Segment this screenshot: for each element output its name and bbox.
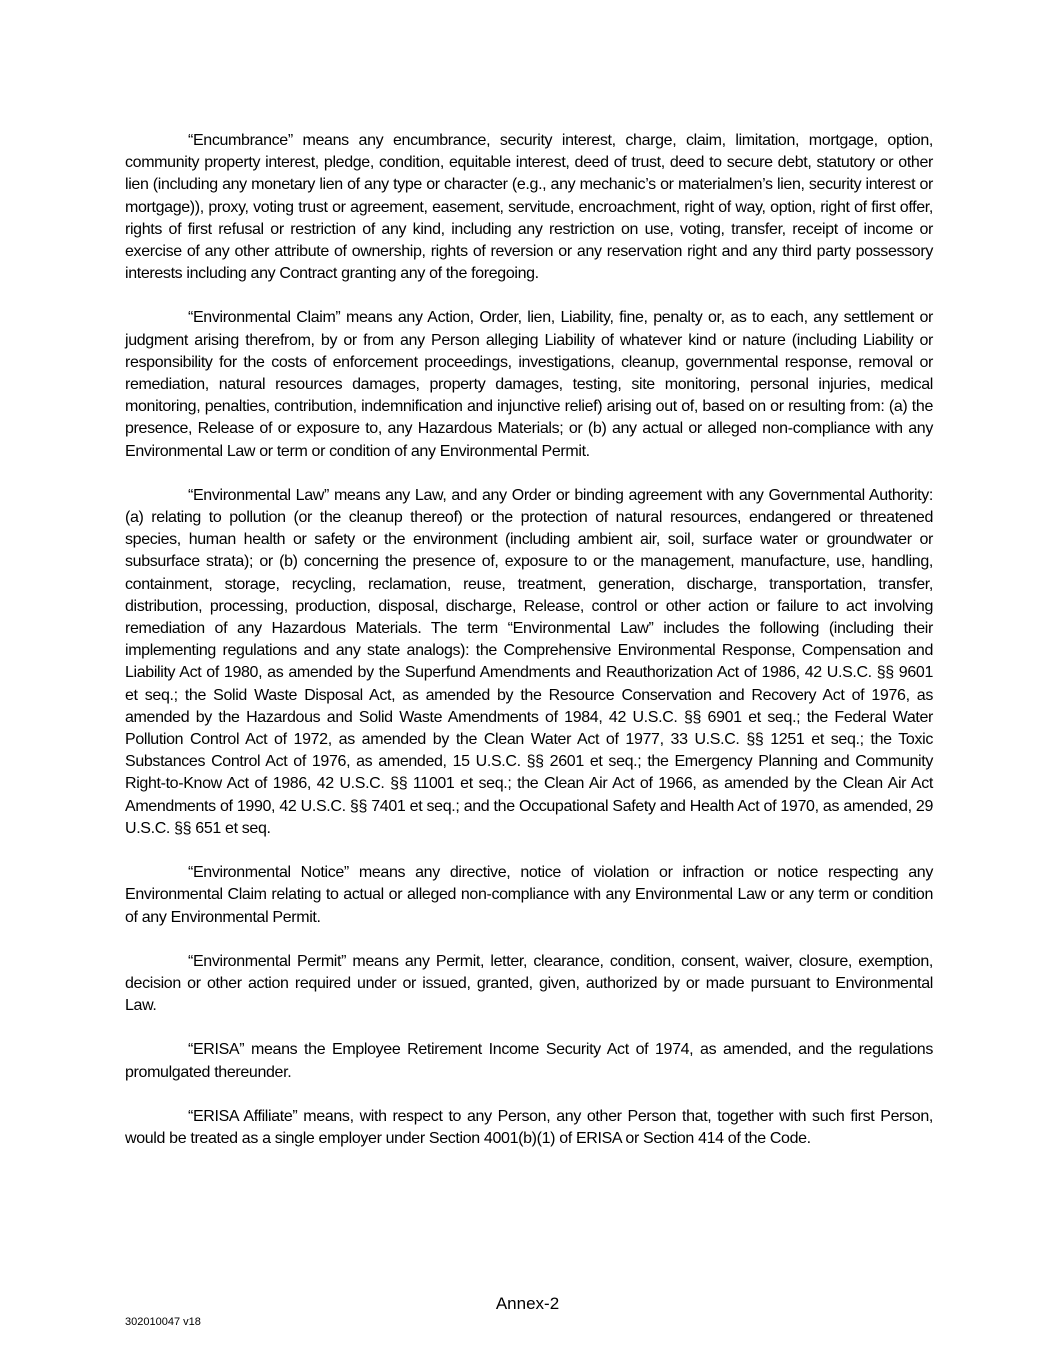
definition-environmental-notice	[125, 862, 933, 929]
defined-term: “Environmental Permit”	[188, 952, 347, 970]
definition-environmental-claim	[125, 307, 933, 462]
definition-text: means any encumbrance, security interest, charge, claim, limitation, mortgage, option, community property interest, pledge, condition, equitable interest, deed of trust, deed to secure debt, statutory or other lien (including any monetary lien of any type or character (e.g., any mechanic’s or materialmen’s lien, security interest or mortgage)), proxy, voting trust or agreement, easement, servitude, encroachment, right of way, option, right of first offer, rights of first refusal or restriction of any kind, including any restriction on use, voting, transfer, receipt of income or exercise of any other attribute of ownership, rights of reversion or any reservation right and any third party possessory interests including any Contract granting any of the foregoing.	[125, 132, 933, 283]
definition-environmental-permit	[125, 951, 933, 1018]
definition-erisa-affiliate	[125, 1106, 933, 1150]
document-id: 302010047 v18	[125, 1316, 201, 1328]
definition-text: means any Action, Order, lien, Liability, fine, penalty or, as to each, any settlement or judgment arising therefrom, by or from any Person alleging Liability of whatever kind or nature (including Liability or responsibility for the costs of enforcement proceedings, investigations, cleanup, governmental response, removal or remediation, natural resources damages, property damages, testing, site monitoring, personal injuries, medical monitoring, penalties, contribution, indemnification and injunctive relief) arising out of, based on or resulting from: (a) the presence, Release of or exposure to, any Hazardous Materials; or (b) any actual or alleged non-compliance with any Environmental Law or term or condition of any Environmental Permit.	[125, 309, 933, 460]
defined-term: “ERISA”	[188, 1041, 245, 1059]
definition-erisa	[125, 1039, 933, 1083]
definition-encumbrance	[125, 130, 933, 285]
defined-term: “ERISA Affiliate”	[188, 1107, 298, 1125]
definition-text: means, with respect to any Person, any other Person that, together with such first Person, would be treated as a single employer under Section 4001(b)(1) of ERISA or Section 414 of the Code.	[125, 1107, 933, 1147]
definition-environmental-law	[125, 485, 933, 840]
defined-term: “Environmental Law”	[188, 486, 329, 504]
defined-term: “Environmental Claim”	[188, 309, 341, 327]
defined-term: “Encumbrance”	[188, 132, 293, 149]
definition-text: means the Employee Retirement Income Security Act of 1974, as amended, and the regulations promulgated thereunder.	[125, 1041, 933, 1081]
definition-text: means any Permit, letter, clearance, condition, consent, waiver, closure, exemption, decision or other action required under or issued, granted, given, authorized by or made pursuant to Environmental Law.	[125, 952, 933, 1015]
definition-text: means any directive, notice of violation or infraction or notice respecting any Environmental Claim relating to actual or alleged non-compliance with any Environmental Law or any term or condition of any Environmental Permit.	[125, 864, 933, 926]
document-body	[125, 130, 933, 1172]
definition-text: means any Law, and any Order or binding agreement with any Governmental Authority: (a) relating to pollution (or the cleanup thereof) or the protection of natural resources, endangered or threatened species, human health or safety or the environment (including ambient air, soil, surface water or groundwater or subsurface strata); or (b) concerning the presence of, exposure to or the management, manufacture, use, handling, containment, storage, recycling, reclamation, reuse, treatment, generation, discharge, transportation, transfer, distribution, processing, production, disposal, discharge, Release, control or other action or failure to act involving remediation of any Hazardous Materials. The term “Environmental Law” includes the following (including their implementing regulations and any state analogs): the Comprehensive Environmental Response, Compensation and Liability Act of 1980, as amended by the Superfund Amendments and Reauthorization Act of 1986, 42 U.S.C. §§ 9601 et seq.; the Solid Waste Disposal Act, as amended by the Resource Conservation and Recovery Act of 1976, as amended by the Hazardous and Solid Waste Amendments of 1984, 42 U.S.C. §§ 6901 et seq.; the Federal Water Pollution Control Act of 1972, as amended by the Clean Water Act of 1977, 33 U.S.C. §§ 1251 et seq.; the Toxic Substances Control Act of 1976, as amended, 15 U.S.C. §§ 2601 et seq.; the Emergency Planning and Community Right-to-Know Act of 1986, 42 U.S.C. §§ 11001 et seq.; the Clean Air Act of 1966, as amended by the Clean Air Act Amendments of 1990, 42 U.S.C. §§ 7401 et seq.; and the Occupational Safety and Health Act of 1970, as amended, 29 U.S.C. §§ 651 et seq.	[125, 486, 934, 837]
defined-term: “Environmental Notice”	[188, 864, 349, 882]
page-number: Annex-2	[495, 1294, 560, 1313]
